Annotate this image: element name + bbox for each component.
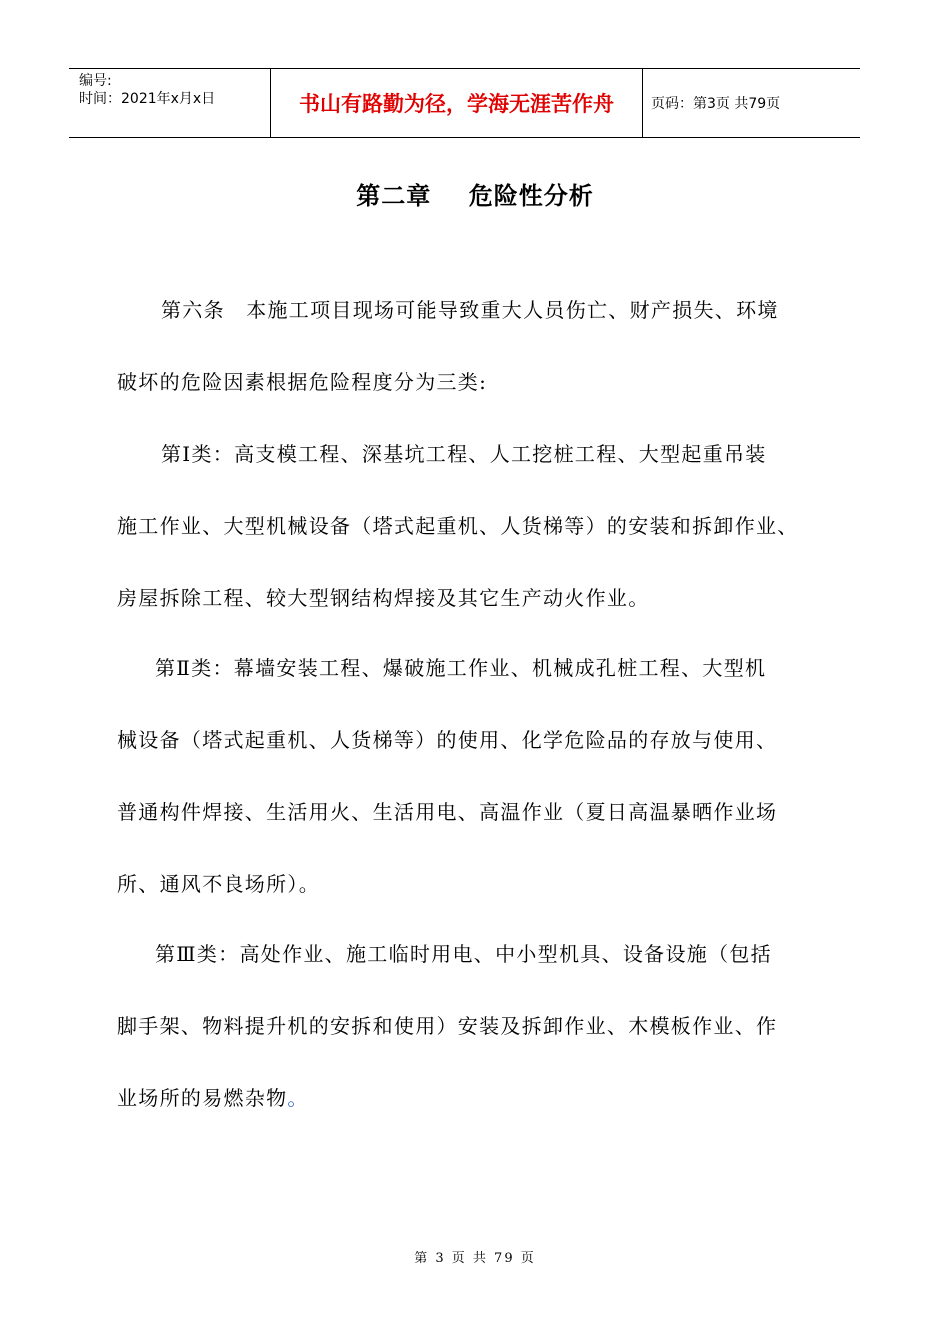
paragraph-line: 第Ⅲ类：高处作业、施工临时用电、中小型机具、设备设施（包括 [155, 942, 772, 966]
document-number: 编号: [79, 73, 112, 89]
paragraph-line: 所、通风不良场所）。 [117, 872, 320, 896]
page-footer: 第 3 页 共 79 页 [414, 1251, 536, 1266]
article-line: 第六条 本施工项目现场可能导致重大人员伤亡、财产损失、环境 [161, 298, 779, 322]
paragraph-line: 普通构件焊接、生活用火、生活用电、高温作业（夏日高温暴晒作业场 [117, 800, 778, 824]
paragraph-line [117, 1062, 837, 1134]
paragraph-line: 房屋拆除工程、较大型钢结构焊接及其它生产动火作业。 [117, 586, 650, 610]
chapter-name: 危险性分析 [468, 182, 594, 210]
class-two-paragraph [117, 632, 837, 920]
paragraph-line: 第Ⅱ类：幕墙安装工程、爆破施工作业、机械成孔桩工程、大型机 [155, 656, 767, 680]
header-page-number: 页码：第3页 共79页 [651, 96, 781, 112]
article-six [117, 274, 837, 418]
paragraph-line-text: 业场所的易燃杂物 [117, 1086, 288, 1110]
class-one-paragraph [117, 418, 837, 634]
paragraph-line: 械设备（塔式起重机、人货梯等）的使用、化学危险品的存放与使用、 [117, 728, 778, 752]
header-motto: 书山有路勤为径，学海无涯苦作舟 [271, 69, 643, 137]
document-time: 时间：2021年x月x日 [79, 91, 216, 107]
header-meta [69, 69, 271, 137]
end-mark: 。 [287, 1086, 309, 1110]
paragraph-line: 脚手架、物料提升机的安拆和使用）安装及拆卸作业、木模板作业、作 [117, 1014, 778, 1038]
paragraph-line: 第Ⅰ类：高支模工程、深基坑工程、人工挖桩工程、大型起重吊装 [161, 442, 767, 466]
paragraph-line: 施工作业、大型机械设备（塔式起重机、人货梯等）的安装和拆卸作业、 [117, 514, 799, 538]
class-three-paragraph [117, 918, 837, 1134]
article-line: 破坏的危险因素根据危险程度分为三类: [117, 370, 488, 394]
chapter-number: 第二章 [356, 182, 432, 210]
chapter-title [0, 176, 950, 211]
page-header [69, 68, 860, 138]
